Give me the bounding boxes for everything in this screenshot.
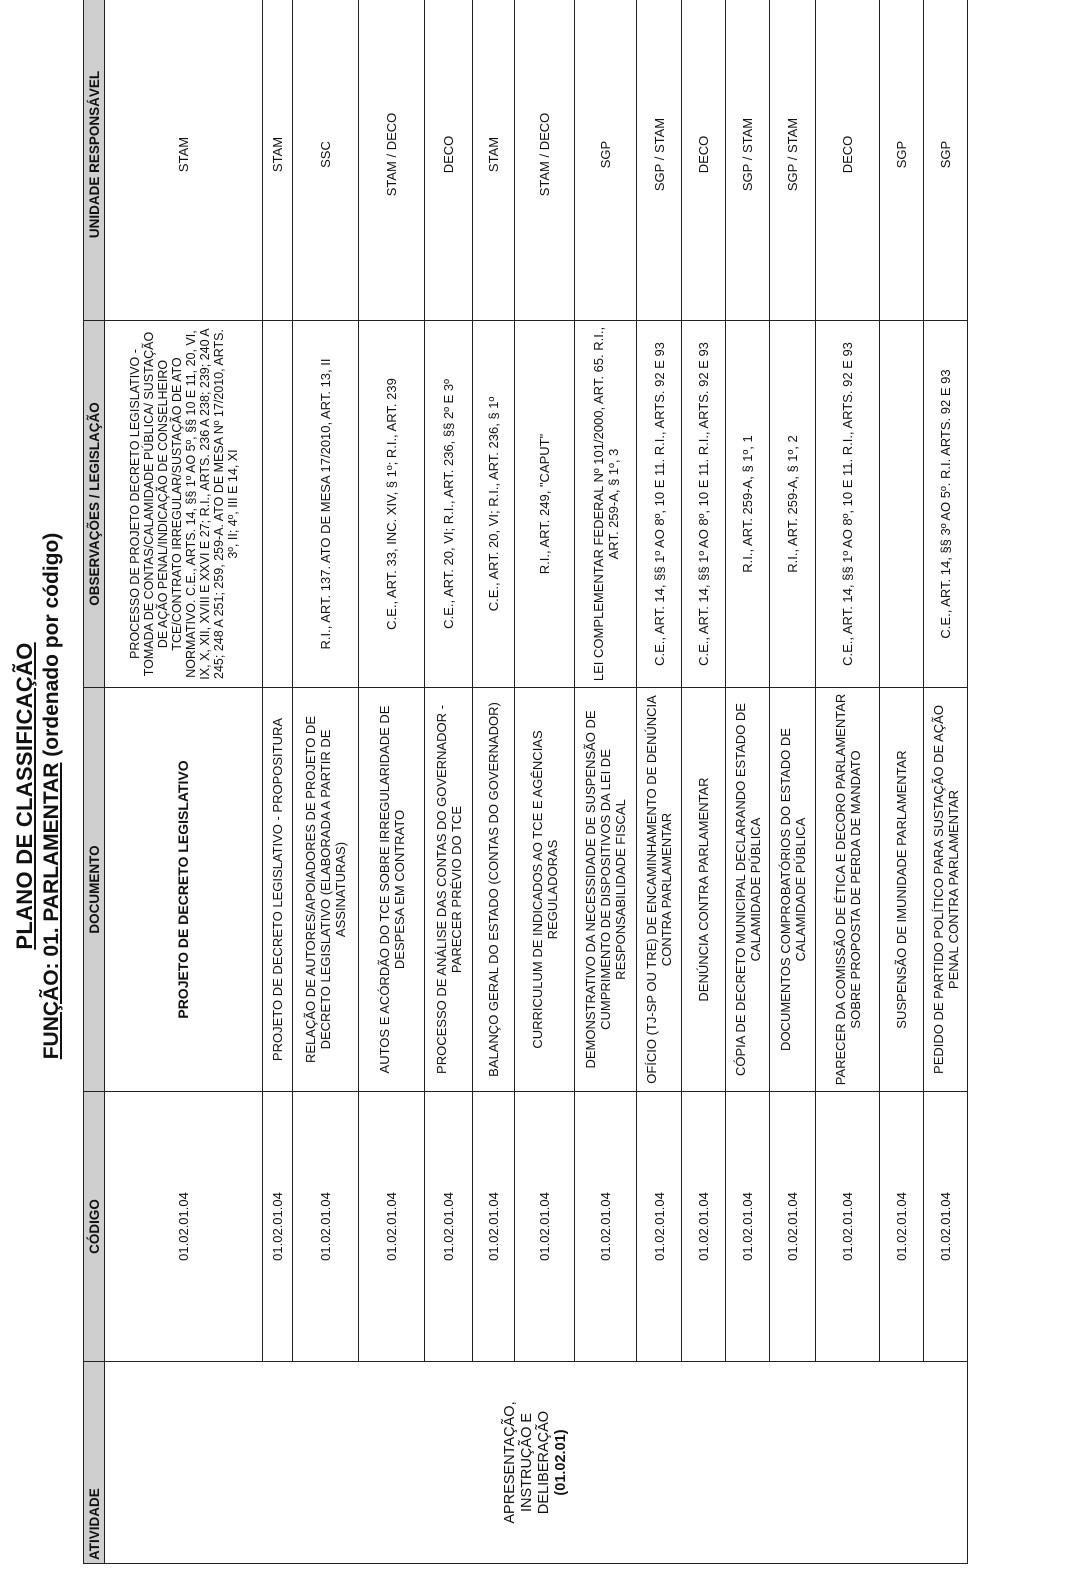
table-header-row [84,0,105,1564]
table-row [770,0,816,1564]
documento-cell: PARECER DA COMISSÃO DE ÉTICA E DECORO PARLAMENTAR SOBRE PROPOSTA DE PERDA DE MANDATO [816,688,880,1092]
codigo-cell: 01.02.01.04 [515,1092,575,1362]
header-unidade: UNIDADE RESPONSÁVEL [84,0,105,321]
header-codigo: CÓDIGO [84,1092,105,1362]
codigo-cell: 01.02.01.04 [293,1092,359,1362]
observacoes-cell: R.I., ART. 259-A, § 1º, 1 [726,321,770,688]
observacoes-cell: LEI COMPLEMENTAR FEDERAL Nº 101/2000, ART. 65. R.I., ART. 259-A, § 1º, 3 [575,321,637,688]
table-row [575,0,637,1564]
table-row [924,0,968,1564]
documento-cell: CÓPIA DE DECRETO MUNICIPAL DECLARANDO ESTADO DE CALAMIDADE PÚBLICA [726,688,770,1092]
documento-cell: AUTOS E ACÓRDÃO DO TCE SOBRE IRREGULARIDADE DE DESPESA EM CONTRATO [359,688,425,1092]
observacoes-cell: R.I., ART. 249, "CAPUT" [515,321,575,688]
activity-line: DELIBERAÇÃO [536,1410,552,1515]
table-row [816,0,880,1564]
observacoes-cell [263,321,293,688]
unidade-cell: SGP / STAM [770,0,816,321]
codigo-cell: 01.02.01.04 [816,1092,880,1362]
unidade-cell: SGP [880,0,924,321]
observacoes-cell: R.I., ART. 259-A, § 1º, 2 [770,321,816,688]
table-row [726,0,770,1564]
unidade-cell: STAM [473,0,515,321]
observacoes-cell: C.E., ART. 14, §§ 3º AO 5º. R.I. ARTS. 92 E 93 [924,321,968,688]
observacoes-cell: C.E., ART. 20, VI; R.I., ART. 236, §§ 2º E 3º [425,321,473,688]
observacoes-cell: C.E., ART. 33, INC. XIV, § 1º; R.I., ART. 239 [359,321,425,688]
codigo-cell: 01.02.01.04 [637,1092,682,1362]
documento-cell: SUSPENSÃO DE IMUNIDADE PARLAMENTAR [880,688,924,1092]
unidade-cell: STAM [263,0,293,321]
codigo-cell: 01.02.01.04 [425,1092,473,1362]
activity-code: (01.02.01) [553,1429,569,1496]
function-label: FUNÇÃO: 01. PARLAMENTAR [40,762,63,1060]
documento-cell: RELAÇÃO DE AUTORES/APOIADORES DE PROJETO DE DECRETO LEGISLATIVO (ELABORADA A PARTIR DE ASSINATURAS) [293,688,359,1092]
observacoes-cell: C.E., ART. 14, §§ 1º AO 8º, 10 E 11. R.I., ARTS. 92 E 93 [637,321,682,688]
header-atividade: ATIVIDADE [84,1362,105,1564]
unidade-cell: SSC [293,0,359,321]
unidade-cell: DECO [816,0,880,321]
codigo-cell: 01.02.01.04 [105,1092,263,1362]
observacoes-cell: C.E., ART. 20, VI; R.I., ART. 236, § 1º [473,321,515,688]
codigo-cell: 01.02.01.04 [682,1092,726,1362]
codigo-cell: 01.02.01.04 [880,1092,924,1362]
observacoes-cell: R.I., ART. 137. ATO DE MESA 17/2010, ART. 13, II [293,321,359,688]
codigo-cell: 01.02.01.04 [770,1092,816,1362]
documento-cell: DEMONSTRATIVO DA NECESSIDADE DE SUSPENSÃO DE CUMPRIMENTO DE DISPOSITIVOS DA LEI DE RESPONSABILIDADE FISCAL [575,688,637,1092]
table-row [637,0,682,1564]
unidade-cell: SGP [924,0,968,321]
unidade-cell: SGP / STAM [637,0,682,321]
documento-cell: DENÚNCIA CONTRA PARLAMENTAR [682,688,726,1092]
documento-cell: PROCESSO DE ANÁLISE DAS CONTAS DO GOVERNADOR - PARECER PRÉVIO DO TCE [425,688,473,1092]
activity-line: APRESENTAÇÃO, [502,1401,518,1524]
unidade-cell: STAM / DECO [515,0,575,321]
page-title: PLANO DE CLASSIFICAÇÃO [12,642,37,950]
activity-line: INSTRUÇÃO E [519,1412,535,1513]
table-row [682,0,726,1564]
table-row [473,0,515,1564]
table-row [880,0,924,1564]
documento-cell: PEDIDO DE PARTIDO POLÍTICO PARA SUSTAÇÃO DE AÇÃO PENAL CONTRA PARLAMENTAR [924,688,968,1092]
unidade-cell: STAM / DECO [359,0,425,321]
classification-table [83,0,968,1564]
codigo-cell: 01.02.01.04 [359,1092,425,1362]
documento-cell: CURRICULUM DE INDICADOS AO TCE E AGÊNCIAS REGULADORAS [515,688,575,1092]
table-row [263,0,293,1564]
documento-cell: OFÍCIO (TJ-SP OU TRE) DE ENCAMINHAMENTO DE DENÚNCIA CONTRA PARLAMENTAR [637,688,682,1092]
unidade-cell: SGP / STAM [726,0,770,321]
table-row [293,0,359,1564]
documento-cell: DOCUMENTOS COMPROBATÓRIOS DO ESTADO DE CALAMIDADE PÚBLICA [770,688,816,1092]
ordering-note: (ordenado por código) [40,532,63,763]
codigo-cell: 01.02.01.04 [263,1092,293,1362]
unidade-cell: DECO [425,0,473,321]
observacoes-cell: PROCESSO DE PROJETO DECRETO LEGISLATIVO - TOMADA DE CONTAS/CALAMIDADE PÚBLICA/ SUSTAÇÃO DE AÇÃO PENAL/INDICAÇÃO DE CONSELHEIRO TCE/CONTRATO IRREGULAR/SUSTAÇÃO DE ATO NORMATIVO. C.E., ARTS. 14, §§ 1º AO 5º, §§ 10 E 11, 20, VI, IX, X, XII, XVIII E XXVI E 27; R.I., ARTS. 236 A 238; 239; 240 A 245; 248 A 251; 259, 259-A. ATO DE MESA Nº 17/2010, ARTS. 3º, II; 4º, III E 14, XI [105,321,263,688]
observacoes-cell [880,321,924,688]
codigo-cell: 01.02.01.04 [924,1092,968,1362]
codigo-cell: 01.02.01.04 [473,1092,515,1362]
table-row [105,0,263,1564]
unidade-cell: SGP [575,0,637,321]
table-row [359,0,425,1564]
header-documento: DOCUMENTO [84,688,105,1092]
table-row [425,0,473,1564]
observacoes-cell: C.E., ART. 14, §§ 1º AO 8º, 10 E 11. R.I., ARTS. 92 E 93 [816,321,880,688]
unidade-cell: STAM [105,0,263,321]
page-subtitle [40,0,64,1592]
unidade-cell: DECO [682,0,726,321]
table-row [515,0,575,1564]
documento-cell: PROJETO DE DECRETO LEGISLATIVO [105,688,263,1092]
documento-cell: PROJETO DE DECRETO LEGISLATIVO - PROPOSITURA [263,688,293,1092]
documento-cell: BALANÇO GERAL DO ESTADO (CONTAS DO GOVERNADOR) [473,688,515,1092]
activity-cell [105,1362,968,1564]
header-observacoes: OBSERVAÇÕES / LEGISLAÇÃO [84,321,105,688]
codigo-cell: 01.02.01.04 [726,1092,770,1362]
observacoes-cell: C.E., ART. 14, §§ 1º AO 8º, 10 E 11. R.I., ARTS. 92 E 93 [682,321,726,688]
codigo-cell: 01.02.01.04 [575,1092,637,1362]
